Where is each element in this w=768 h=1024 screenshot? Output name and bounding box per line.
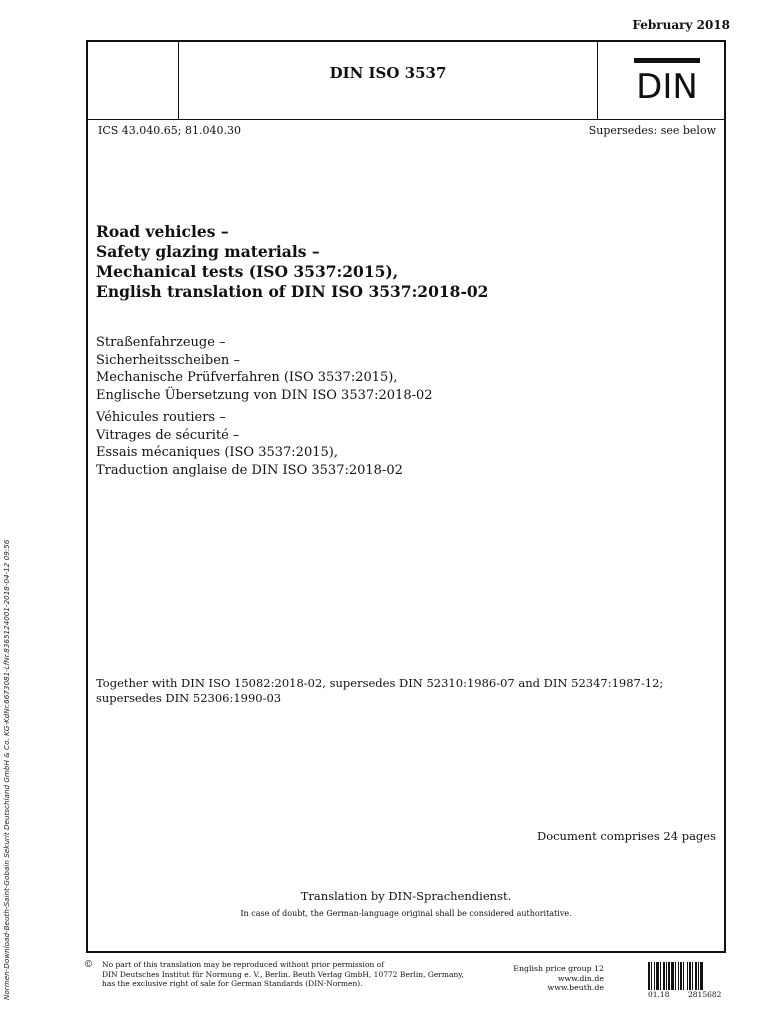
price-group: English price group 12 [513,964,604,973]
din-website-link[interactable]: www.din.de [557,973,604,983]
page-count: Document comprises 24 pages [536,829,716,843]
barcode-bar [660,962,661,990]
barcode-left-text: 01.18 [648,990,670,999]
title-line: Véhicules routiers – [96,410,226,425]
barcode-bar [689,962,691,990]
title-line: Road vehicles – [96,222,229,241]
title-line: Traduction anglaise de DIN ISO 3537:2018-02 [96,462,403,478]
title-line: Vitrages de sécurité – [96,427,240,443]
header-divider [178,40,179,120]
barcode-bar [687,962,688,990]
barcode-bar [698,962,699,990]
publication-date: February 2018 [632,18,730,32]
document-frame [86,40,726,953]
price-info [500,964,604,993]
french-title [96,409,403,479]
title-line: Mechanical tests (ISO 3537:2015), [96,262,399,281]
din-logo [632,56,702,104]
barcode-bar [654,962,655,990]
legal-notice [102,960,464,989]
document-number: DIN ISO 3537 [329,64,447,82]
translation-credit: Translation by DIN-Sprachendienst. [300,889,512,903]
barcode-bar [700,962,703,990]
title-line: Mechanische Prüfverfahren (ISO 3537:2015), [96,370,398,385]
legal-line: has the exclusive right of sale for German Standards (DIN-Normen). [102,979,363,988]
german-title [96,334,433,404]
english-title [96,222,488,302]
barcode-bar [680,962,682,990]
barcode-bar [678,962,679,990]
copyright-symbol: © [84,960,93,970]
barcode-bar [692,962,693,990]
title-line: Englische Übersetzung von DIN ISO 3537:2018-02 [96,387,433,403]
barcode-bar [666,962,667,990]
barcode-bar [651,962,652,990]
barcode-bar [668,962,670,990]
title-line: Essais mécaniques (ISO 3537:2015), [96,445,338,460]
title-line: Sicherheitsscheiben – [96,352,240,368]
supersession-note [96,676,676,706]
barcode-right-text: 2815682 [688,990,722,999]
barcode-bar [648,962,650,990]
authoritative-note: In case of doubt, the German-language original shall be considered authoritative. [240,909,572,918]
barcode [648,962,730,990]
supersession-line: Together with DIN ISO 15082:2018-02, supersedes DIN 52310:1986-07 and DIN 52347:1987-12; [96,676,664,690]
legal-line: No part of this translation may be reproduced without prior permission of [102,960,384,969]
supersedes-note: Supersedes: see below [588,124,716,137]
barcode-bar [663,962,665,990]
legal-line: DIN Deutsches Institut für Normung e. V., Berlin. Beuth Verlag GmbH, 10772 Berlin, Germany, [102,969,464,979]
ics-code: ICS 43.040.65; 81.040.30 [98,124,241,137]
title-line: Safety glazing materials – [96,242,320,261]
download-watermark: Normen-Download-Beuth-Saint-Gobain Sekurit Deutschland GmbH & Co. KG-KdNr.6673081-LfNr.8365124001-2018-04-12 09:56 [2,539,11,1000]
din-logo-text: DIN [636,67,698,104]
frame-bottom-rule [86,951,726,953]
barcode-bar [656,962,659,990]
title-line: English translation of DIN ISO 3537:2018-02 [96,282,489,301]
barcode-bar [675,962,676,990]
barcode-bar [695,962,697,990]
title-line: Straßenfahrzeuge – [96,335,226,350]
header-divider [597,40,598,120]
barcode-bar [671,962,674,990]
barcode-bar [683,962,684,990]
supersession-line: supersedes DIN 52306:1990-03 [96,691,282,705]
din-logo-bar [634,58,700,63]
beuth-website-link[interactable]: www.beuth.de [547,983,604,992]
